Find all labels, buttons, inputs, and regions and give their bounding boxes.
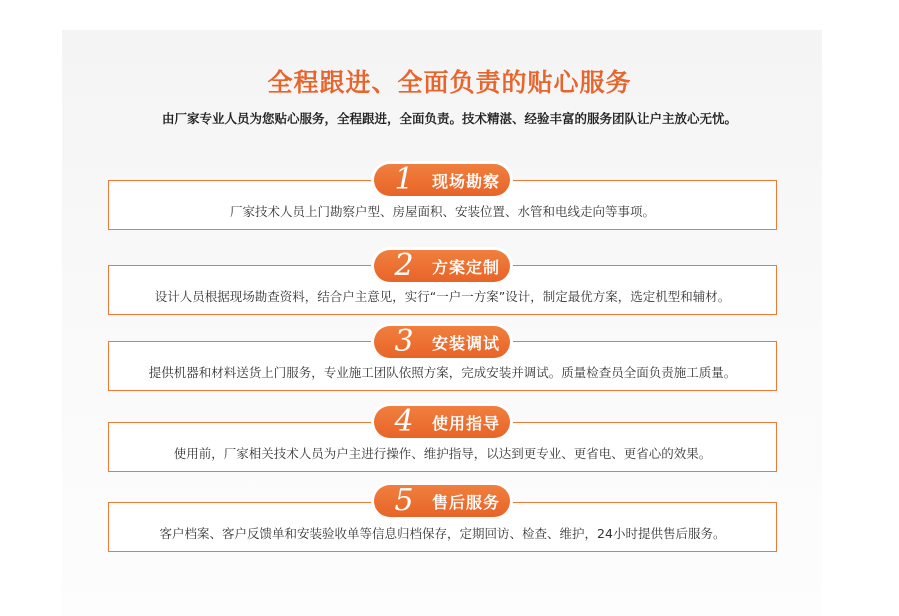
step-number: 5 [394,483,414,518]
step-title: 方案定制 [432,257,501,277]
step-number: 2 [394,248,414,283]
step-badge-2 [374,250,510,282]
step-number: 3 [394,324,414,359]
step-title: 安装调试 [432,333,501,353]
step-title: 售后服务 [432,492,501,512]
step-description: 使用前，厂家相关技术人员为户主进行操作、维护指导，以达到更专业、更省电、更省心的效果。 [173,446,712,461]
step-badge-1 [374,164,510,196]
step-badge-3 [374,326,510,358]
step-badge-4 [374,406,510,438]
step-description: 提供机器和材料送货上门服务，专业施工团队依照方案，完成安装并调试。质量检查员全面负责施工质量。 [148,365,737,380]
page-title: 全程跟进、全面负责的贴心服务 [267,68,632,97]
step-number: 1 [394,162,414,197]
step-title: 使用指导 [432,413,501,433]
step-number: 4 [394,404,414,439]
step-description: 设计人员根据现场勘查资料，结合户主意见，实行“一户一方案”设计，制定最优方案，选定机型和辅材。 [154,289,731,304]
step-title: 现场勘察 [432,171,501,191]
step-description: 厂家技术人员上门勘察户型、房屋面积、安装位置、水管和电线走向等事项。 [229,204,655,219]
page-subtitle: 由厂家专业人员为您贴心服务，全程跟进，全面负责。技术精湛、经验丰富的服务团队让户主放心无忧。 [161,111,737,126]
step-badge-5 [374,485,510,517]
step-description: 客户档案、客户反馈单和安装验收单等信息归档保存，定期回访、检查、维护，24小时提供售后服务。 [159,526,726,541]
